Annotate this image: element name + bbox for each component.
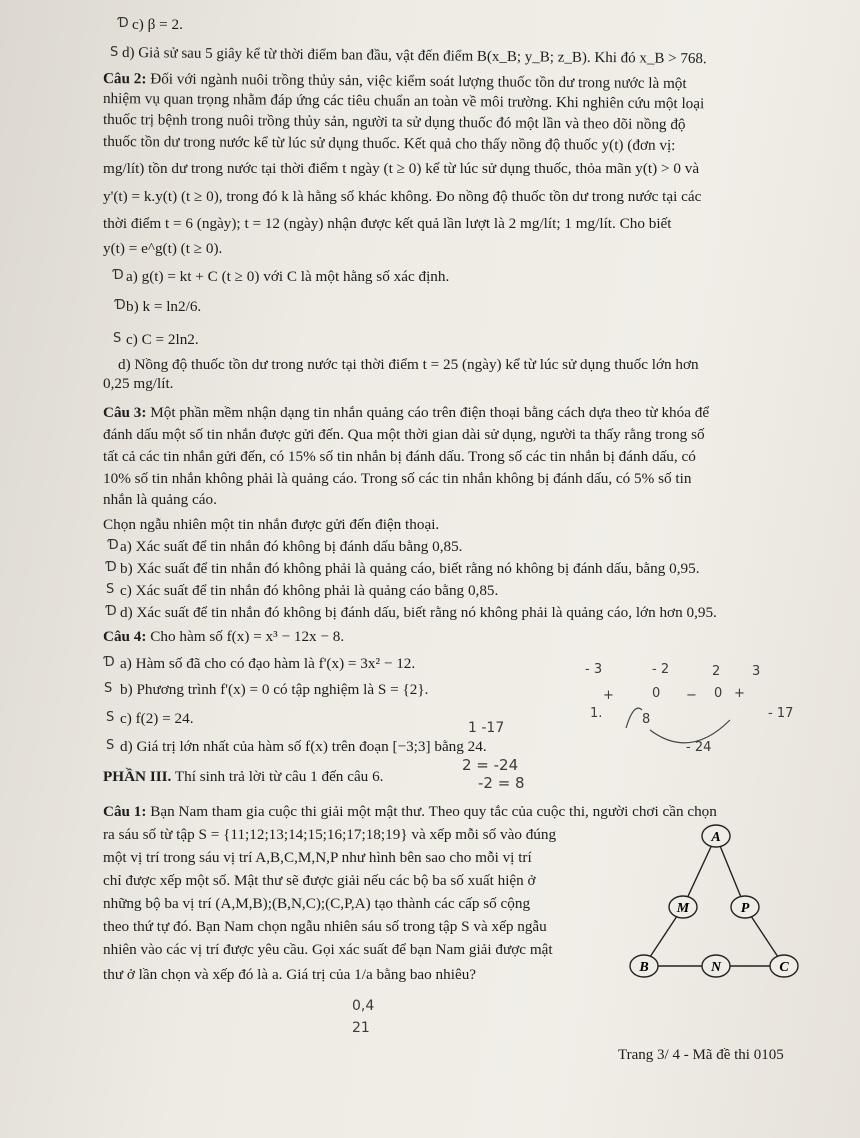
q2-line-7: thời điểm t = 6 (ngày); t = 12 (ngày) nhận được kết quả lần lượt là 2 mg/lít; 1 mg/lít. Cho biết <box>103 215 672 232</box>
q3-line-5: nhắn là quảng cáo. <box>103 491 217 508</box>
q3-title: Câu 3: <box>103 404 147 421</box>
p3-q1-text: Bạn Nam tham gia cuộc thi giải một mật thư. Theo quy tắc của cuộc thi, người chơi cần chọn <box>146 803 717 820</box>
p3-q1-line-8: thư ở lần chọn và xếp đó là a. Giá trị của 1/a bằng bao nhiêu? <box>103 966 477 983</box>
pen-check-mark: Ɗ <box>118 16 129 31</box>
handwritten-note: 21 <box>352 1020 370 1036</box>
q2-option-b: b) k = ln2/6. <box>126 298 202 315</box>
node-p-label: P <box>740 901 750 916</box>
pen-check-mark: Ɗ <box>106 604 117 619</box>
handwritten-note: - 24 <box>686 740 712 755</box>
q3-option-a: a) Xác suất để tin nhắn đó không bị đánh dấu bằng 0,85. <box>120 538 463 555</box>
q3-text: Một phần mềm nhận dạng tin nhắn quảng cáo trên điện thoại bằng cách dựa theo từ khóa để <box>146 404 710 421</box>
q4-option-b: b) Phương trình f'(x) = 0 có tập nghiệm là S = {2}. <box>120 681 429 698</box>
part3-text: Thí sinh trả lời từ câu 1 đến câu 6. <box>171 768 384 785</box>
part3-title: PHẦN III. <box>103 768 172 785</box>
p3-q1-line-1 <box>103 803 717 821</box>
node-n <box>702 955 730 977</box>
q2-option-d: d) Nồng độ thuốc tồn dư trong nước tại thời điểm t = 25 (ngày) kể từ lúc sử dụng thuốc lớn hơn <box>118 356 699 373</box>
node-m-label: M <box>676 901 690 916</box>
q2-option-d-cont: 0,25 mg/lít. <box>103 375 174 392</box>
p3-q1-title: Câu 1: <box>103 803 147 820</box>
handwritten-note: 8 <box>642 712 651 727</box>
handwritten-note: 1 -17 <box>468 720 505 736</box>
handwritten-note: 0 <box>714 686 723 701</box>
pen-check-mark: Ɗ <box>115 298 126 313</box>
q3-line-1 <box>103 404 709 422</box>
pen-check-mark: Ɗ <box>106 560 117 575</box>
p3-q1-line-6: theo thứ tự đó. Bạn Nam chọn ngẫu nhiên sáu số trong tập S và xếp ngẫu <box>103 918 547 935</box>
q1-option-c: c) β = 2. <box>132 16 183 33</box>
handwritten-note: 3 <box>752 664 761 679</box>
q3-line-4: 10% số tin nhắn không phải là quảng cáo. Trong số các tin nhắn không bị đánh dấu, có 5% số tin <box>103 470 692 487</box>
handwritten-note: -2 = 8 <box>478 774 525 792</box>
q4-option-a: a) Hàm số đã cho có đạo hàm là f'(x) = 3x² − 12. <box>120 655 416 672</box>
handwritten-graph-sketch <box>620 700 780 760</box>
node-a-label: A <box>711 830 721 845</box>
q2-option-c: c) C = 2ln2. <box>126 331 199 348</box>
node-m <box>669 896 697 918</box>
p3-q1-line-2: ra sáu số từ tập S = {11;12;13;14;15;16;17;18;19} và xếp mỗi số vào đúng <box>103 826 557 843</box>
handwritten-note: - 2 <box>652 662 670 677</box>
q2-line-2: nhiệm vụ quan trọng nhằm đáp ứng các tiêu chuẩn an toàn về môi trường. Khi nghiên cứu một loại <box>102 90 705 113</box>
handwritten-note: 0 <box>652 686 661 701</box>
q2-line-1 <box>103 70 687 93</box>
handwritten-note: - 17 <box>768 706 794 721</box>
handwritten-note: 2 <box>712 664 721 679</box>
q4-text: Cho hàm số f(x) = x³ − 12x − 8. <box>146 628 345 645</box>
part3-heading <box>103 768 383 786</box>
handwritten-note: + <box>603 688 614 703</box>
q3-line-3: tất cả các tin nhắn gửi đến, có 15% số tin nhắn bị đánh dấu. Trong số các tin nhắn bị đánh dấu, có <box>103 448 696 465</box>
q3-option-c: c) Xác suất để tin nhắn đó không phải là quảng cáo bằng 0,85. <box>120 582 499 599</box>
q4-option-c: c) f(2) = 24. <box>120 710 194 727</box>
q3-line-2: đánh dấu một số tin nhắn được gửi đến. Qua một thời gian dài sử dụng, người ta thấy rằng trong số <box>103 426 705 443</box>
q1-option-d: d) Giả sử sau 5 giây kể từ thời điểm ban đầu, vật đến điểm B(x_B; y_B; z_B). Khi đó x_B > 768. <box>121 45 707 68</box>
p3-q1-line-7: nhiên vào các vị trí được yêu cầu. Gọi xác suất để bạn Nam giải được mật <box>103 941 553 958</box>
q3-option-d: d) Xác suất để tin nhắn đó không bị đánh dấu, biết rằng nó không phải là quảng cáo, lớn hơn 0,95. <box>120 604 717 621</box>
q3-prompt: Chọn ngẫu nhiên một tin nhắn được gửi đến điện thoại. <box>103 516 440 533</box>
pen-check-mark: S <box>110 45 119 60</box>
p3-q1-line-4: chỉ được xếp một số. Mật thư sẽ được giải nếu các bộ ba số xuất hiện ở <box>103 872 536 889</box>
q2-line-4: thuốc tồn dư trong nước kể từ lúc sử dụng thuốc. Kết quả cho thấy nồng độ thuốc y(t) (đơn vị: <box>102 133 676 154</box>
pen-check-mark: S <box>106 582 115 597</box>
node-b <box>630 955 658 977</box>
pen-check-mark: Ɗ <box>113 268 124 283</box>
triangle-diagram <box>626 820 806 980</box>
handwritten-note: 1. <box>590 706 603 721</box>
handwritten-note: − <box>686 688 697 703</box>
pen-check-mark: S <box>106 738 115 753</box>
q2-line-8: y(t) = e^g(t) (t ≥ 0). <box>103 240 223 257</box>
handwritten-note: + <box>734 686 745 701</box>
q2-text: Đối với ngành nuôi trồng thủy sản, việc kiểm soát lượng thuốc tồn dư trong nước là một <box>146 70 687 93</box>
handwritten-note: - 3 <box>585 662 603 677</box>
page-footer: Trang 3/ 4 - Mã đề thi 0105 <box>618 1047 784 1063</box>
pen-check-mark: Ɗ <box>104 655 115 670</box>
q2-line-3: thuốc trị bệnh trong nuôi trồng thủy sản, người ta sử dụng thuốc đó một lần và theo dõi nồng độ <box>102 111 686 134</box>
pen-check-mark: S <box>106 710 115 725</box>
node-c-label: C <box>779 960 789 975</box>
q2-line-5: mg/lít) tồn dư trong nước tại thời điểm t ngày (t ≥ 0) kể từ lúc sử dụng thuốc, thỏa mãn y(t) > 0 và <box>103 160 700 177</box>
pen-check-mark: S <box>113 331 122 346</box>
q2-line-6: y'(t) = k.y(t) (t ≥ 0), trong đó k là hằng số khác không. Đo nồng độ thuốc tồn dư trong nước tại các <box>103 188 702 205</box>
node-c <box>770 955 798 977</box>
node-a <box>702 825 730 847</box>
pen-check-mark: Ɗ <box>108 538 119 553</box>
handwritten-note: 0,4 <box>352 998 375 1014</box>
q3-option-b: b) Xác suất để tin nhắn đó không phải là quảng cáo, biết rằng nó không bị đánh dấu, bằng 0,95. <box>120 560 700 577</box>
node-p <box>731 896 759 918</box>
p3-q1-line-3: một vị trí trong sáu vị trí A,B,C,M,N,P như hình bên sao cho mỗi vị trí <box>103 849 532 866</box>
q2-title: Câu 2: <box>102 70 147 88</box>
p3-q1-line-5: những bộ ba vị trí (A,M,B);(B,N,C);(C,P,A) tạo thành các cấp số cộng <box>103 895 531 912</box>
handwritten-note: 2 = -24 <box>462 756 519 774</box>
q4-line-1 <box>103 628 344 646</box>
q4-title: Câu 4: <box>103 628 147 645</box>
node-b-label: B <box>639 960 649 975</box>
pen-check-mark: S <box>104 681 113 696</box>
node-n-label: N <box>710 960 722 975</box>
q2-option-a: a) g(t) = kt + C (t ≥ 0) với C là một hằng số xác định. <box>126 268 450 285</box>
q4-option-d: d) Giá trị lớn nhất của hàm số f(x) trên đoạn [−3;3] bằng 24. <box>120 738 487 755</box>
